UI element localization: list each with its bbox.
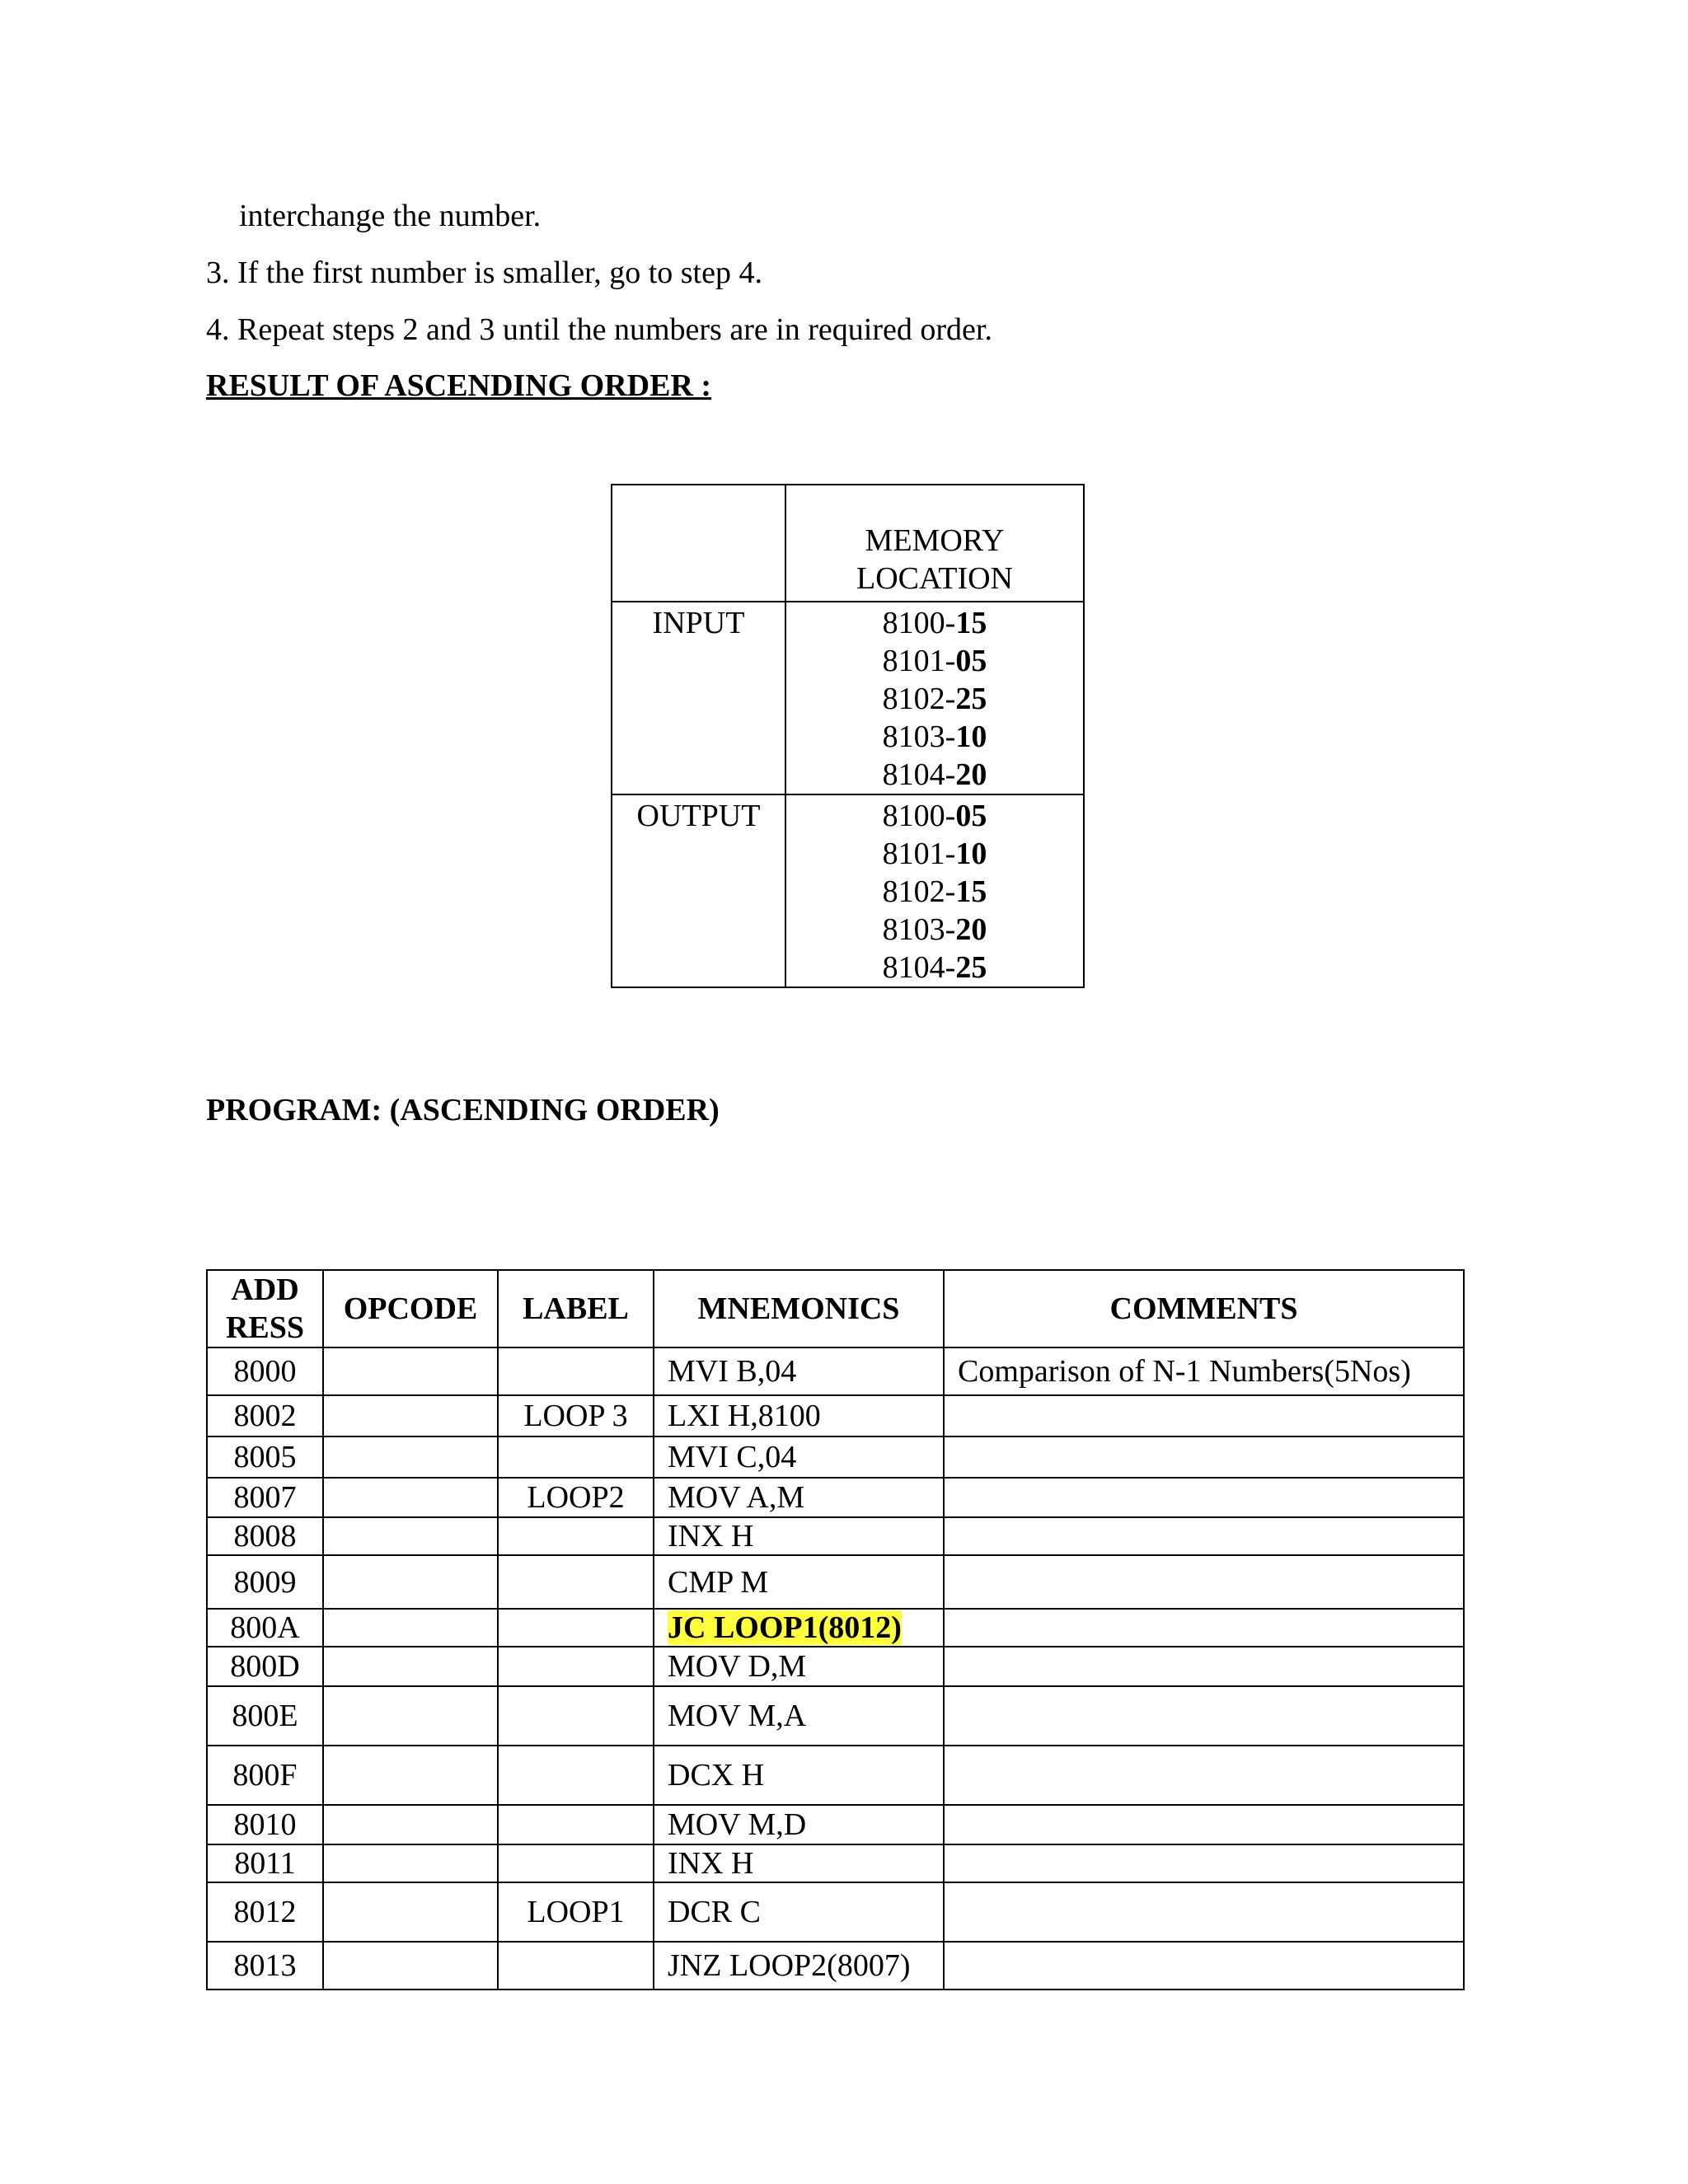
mnemonic-cell bbox=[654, 1436, 944, 1478]
mnemonic-text: JNZ LOOP2(8007) bbox=[668, 1948, 911, 1983]
label-text: LOOP 3 bbox=[523, 1399, 628, 1433]
comment-cell bbox=[944, 1436, 1464, 1478]
opcode-cell bbox=[323, 1436, 498, 1478]
program-row bbox=[207, 1647, 1464, 1686]
opcode-header: OPCODE bbox=[323, 1270, 498, 1347]
label-cell bbox=[498, 1555, 654, 1609]
mnemonic-text: CMP M bbox=[668, 1564, 769, 1600]
memory-value: 25 bbox=[955, 682, 987, 716]
address-header-line2: RESS bbox=[225, 1310, 305, 1345]
output-memory-entry bbox=[786, 911, 1083, 949]
mnemonic-cell bbox=[654, 1647, 944, 1686]
label-cell bbox=[498, 1478, 654, 1517]
address-header bbox=[207, 1270, 323, 1347]
result-header-empty-cell bbox=[612, 485, 785, 602]
address-text: 8011 bbox=[234, 1846, 296, 1881]
label-cell bbox=[498, 1805, 654, 1844]
step-4-text: 4. Repeat steps 2 and 3 until the numbers are in required order. bbox=[206, 312, 992, 347]
program-header-row bbox=[207, 1270, 1464, 1347]
address-text: 8009 bbox=[233, 1564, 297, 1600]
label-cell bbox=[498, 1746, 654, 1805]
address-cell bbox=[207, 1805, 323, 1844]
address-cell bbox=[207, 1686, 323, 1746]
mnemonic-text: INX H bbox=[668, 1846, 754, 1881]
address-text: 8012 bbox=[233, 1895, 297, 1929]
label-cell bbox=[498, 1609, 654, 1647]
address-cell bbox=[207, 1882, 323, 1942]
memory-value: 20 bbox=[955, 757, 987, 792]
program-row bbox=[207, 1746, 1464, 1805]
address-cell bbox=[207, 1517, 323, 1555]
program-row bbox=[207, 1436, 1464, 1478]
comment-cell bbox=[944, 1555, 1464, 1609]
opcode-cell bbox=[323, 1395, 498, 1436]
memory-value: 10 bbox=[955, 837, 987, 871]
memory-value: 25 bbox=[955, 950, 987, 985]
memory-value: 15 bbox=[955, 606, 987, 640]
program-row bbox=[207, 1555, 1464, 1609]
mnemonics-header: MNEMONICS bbox=[654, 1270, 944, 1347]
comment-cell bbox=[944, 1347, 1464, 1395]
program-row bbox=[207, 1517, 1464, 1555]
address-text: 800E bbox=[232, 1699, 298, 1733]
mnemonic-text: JC LOOP1(8012) bbox=[668, 1610, 902, 1645]
program-table bbox=[206, 1269, 1465, 1990]
mnemonic-cell bbox=[654, 1686, 944, 1746]
mnemonic-cell bbox=[654, 1746, 944, 1805]
memory-address: 8103- bbox=[882, 912, 956, 947]
step-2-continuation: interchange the number. bbox=[239, 199, 542, 233]
memory-address: 8101- bbox=[882, 837, 956, 871]
mnemonic-text: MOV M,D bbox=[668, 1807, 807, 1842]
mnemonic-cell bbox=[654, 1395, 944, 1436]
address-text: 8010 bbox=[233, 1807, 297, 1842]
opcode-cell bbox=[323, 1805, 498, 1844]
address-text: 800A bbox=[230, 1610, 300, 1645]
opcode-cell bbox=[323, 1555, 498, 1609]
address-cell bbox=[207, 1844, 323, 1882]
address-text: 8005 bbox=[233, 1440, 297, 1474]
address-header-line1: ADD bbox=[231, 1272, 299, 1307]
input-memory-entry bbox=[786, 756, 1083, 794]
mnemonic-text: INX H bbox=[668, 1519, 754, 1554]
input-memory-entry bbox=[786, 642, 1083, 680]
opcode-cell bbox=[323, 1347, 498, 1395]
mnemonic-cell bbox=[654, 1555, 944, 1609]
opcode-cell bbox=[323, 1517, 498, 1555]
label-cell bbox=[498, 1942, 654, 1990]
mnemonic-text: DCX H bbox=[668, 1758, 765, 1793]
address-cell bbox=[207, 1746, 323, 1805]
label-cell bbox=[498, 1395, 654, 1436]
address-cell bbox=[207, 1395, 323, 1436]
address-text: 8002 bbox=[233, 1399, 297, 1433]
opcode-cell bbox=[323, 1609, 498, 1647]
program-row bbox=[207, 1844, 1464, 1882]
result-heading: RESULT OF ASCENDING ORDER : bbox=[206, 368, 712, 403]
memory-address: 8103- bbox=[882, 719, 956, 754]
comment-cell bbox=[944, 1746, 1464, 1805]
output-label: OUTPUT bbox=[636, 799, 761, 833]
input-label: INPUT bbox=[652, 606, 745, 640]
address-text: 800D bbox=[230, 1649, 300, 1684]
address-cell bbox=[207, 1436, 323, 1478]
program-row bbox=[207, 1395, 1464, 1436]
label-cell bbox=[498, 1882, 654, 1942]
output-memory-entry bbox=[786, 797, 1083, 835]
output-values bbox=[786, 795, 1083, 987]
program-heading: PROGRAM: (ASCENDING ORDER) bbox=[206, 1093, 720, 1127]
result-header-cell bbox=[785, 485, 1084, 602]
label-cell bbox=[498, 1436, 654, 1478]
address-text: 8000 bbox=[233, 1354, 297, 1389]
mnemonic-text: MVI C,04 bbox=[668, 1440, 797, 1474]
comment-cell bbox=[944, 1395, 1464, 1436]
mnemonic-cell bbox=[654, 1844, 944, 1882]
program-row bbox=[207, 1686, 1464, 1746]
program-row bbox=[207, 1609, 1464, 1647]
result-input-row bbox=[612, 602, 1084, 794]
address-cell bbox=[207, 1347, 323, 1395]
opcode-cell bbox=[323, 1647, 498, 1686]
mnemonic-cell bbox=[654, 1347, 944, 1395]
memory-value: 15 bbox=[955, 874, 987, 909]
memory-address: 8100- bbox=[882, 606, 956, 640]
mnemonic-text: MVI B,04 bbox=[668, 1354, 797, 1389]
label-cell bbox=[498, 1517, 654, 1555]
comment-cell bbox=[944, 1805, 1464, 1844]
step-3-text: 3. If the first number is smaller, go to step 4. bbox=[206, 255, 762, 290]
input-label-cell bbox=[612, 602, 785, 794]
mnemonic-text: MOV A,M bbox=[668, 1480, 805, 1515]
memory-value: 10 bbox=[955, 719, 987, 754]
address-text: 8007 bbox=[233, 1480, 297, 1515]
output-values-cell bbox=[785, 794, 1084, 987]
input-memory-entry bbox=[786, 604, 1083, 642]
mnemonic-text: LXI H,8100 bbox=[668, 1399, 821, 1433]
mnemonic-cell bbox=[654, 1882, 944, 1942]
comment-text: Comparison of N-1 Numbers(5Nos) bbox=[958, 1354, 1411, 1389]
output-memory-entry bbox=[786, 873, 1083, 911]
opcode-cell bbox=[323, 1746, 498, 1805]
input-values bbox=[786, 602, 1083, 794]
memory-value: 05 bbox=[955, 799, 987, 833]
memory-address: 8100- bbox=[882, 799, 956, 833]
program-row bbox=[207, 1882, 1464, 1942]
memory-value: 05 bbox=[955, 644, 987, 678]
memory-value: 20 bbox=[955, 912, 987, 947]
comment-cell bbox=[944, 1647, 1464, 1686]
address-cell bbox=[207, 1942, 323, 1990]
memory-address: 8101- bbox=[882, 644, 956, 678]
comments-header: COMMENTS bbox=[944, 1270, 1464, 1347]
label-cell bbox=[498, 1347, 654, 1395]
opcode-cell bbox=[323, 1686, 498, 1746]
output-memory-entry bbox=[786, 949, 1083, 987]
input-memory-entry bbox=[786, 680, 1083, 718]
output-memory-entry bbox=[786, 835, 1083, 873]
label-header: LABEL bbox=[498, 1270, 654, 1347]
comment-cell bbox=[944, 1478, 1464, 1517]
result-header-row bbox=[612, 485, 1084, 602]
program-row bbox=[207, 1805, 1464, 1844]
opcode-cell bbox=[323, 1882, 498, 1942]
memory-address: 8104- bbox=[882, 950, 956, 985]
mnemonic-cell bbox=[654, 1609, 944, 1647]
program-row bbox=[207, 1478, 1464, 1517]
comment-cell bbox=[944, 1844, 1464, 1882]
label-text: LOOP2 bbox=[527, 1480, 625, 1515]
program-row bbox=[207, 1347, 1464, 1395]
mnemonic-cell bbox=[654, 1517, 944, 1555]
memory-location-header-line1: MEMORY bbox=[865, 523, 1005, 558]
mnemonic-cell bbox=[654, 1805, 944, 1844]
mnemonic-text: MOV M,A bbox=[668, 1699, 807, 1733]
label-text: LOOP1 bbox=[527, 1895, 625, 1929]
comment-cell bbox=[944, 1609, 1464, 1647]
output-label-cell bbox=[612, 794, 785, 987]
result-output-row bbox=[612, 794, 1084, 987]
memory-address: 8104- bbox=[882, 757, 956, 792]
address-cell bbox=[207, 1478, 323, 1517]
mnemonic-text: MOV D,M bbox=[668, 1649, 807, 1684]
memory-address: 8102- bbox=[882, 874, 956, 909]
comment-cell bbox=[944, 1942, 1464, 1990]
comment-cell bbox=[944, 1686, 1464, 1746]
opcode-cell bbox=[323, 1844, 498, 1882]
program-row bbox=[207, 1942, 1464, 1990]
address-cell bbox=[207, 1609, 323, 1647]
address-cell bbox=[207, 1647, 323, 1686]
mnemonic-cell bbox=[654, 1478, 944, 1517]
program-table-body bbox=[207, 1347, 1464, 1990]
input-memory-entry bbox=[786, 718, 1083, 756]
label-cell bbox=[498, 1844, 654, 1882]
result-table bbox=[611, 484, 1085, 988]
mnemonic-text: DCR C bbox=[668, 1895, 761, 1929]
address-cell bbox=[207, 1555, 323, 1609]
mnemonic-cell bbox=[654, 1942, 944, 1990]
address-text: 8008 bbox=[233, 1519, 297, 1554]
address-text: 8013 bbox=[233, 1948, 297, 1983]
comment-cell bbox=[944, 1517, 1464, 1555]
input-values-cell bbox=[785, 602, 1084, 794]
memory-location-header-line2: LOCATION bbox=[856, 561, 1013, 596]
opcode-cell bbox=[323, 1478, 498, 1517]
label-cell bbox=[498, 1647, 654, 1686]
opcode-cell bbox=[323, 1942, 498, 1990]
comment-cell bbox=[944, 1882, 1464, 1942]
address-text: 800F bbox=[232, 1758, 298, 1793]
memory-address: 8102- bbox=[882, 682, 956, 716]
label-cell bbox=[498, 1686, 654, 1746]
